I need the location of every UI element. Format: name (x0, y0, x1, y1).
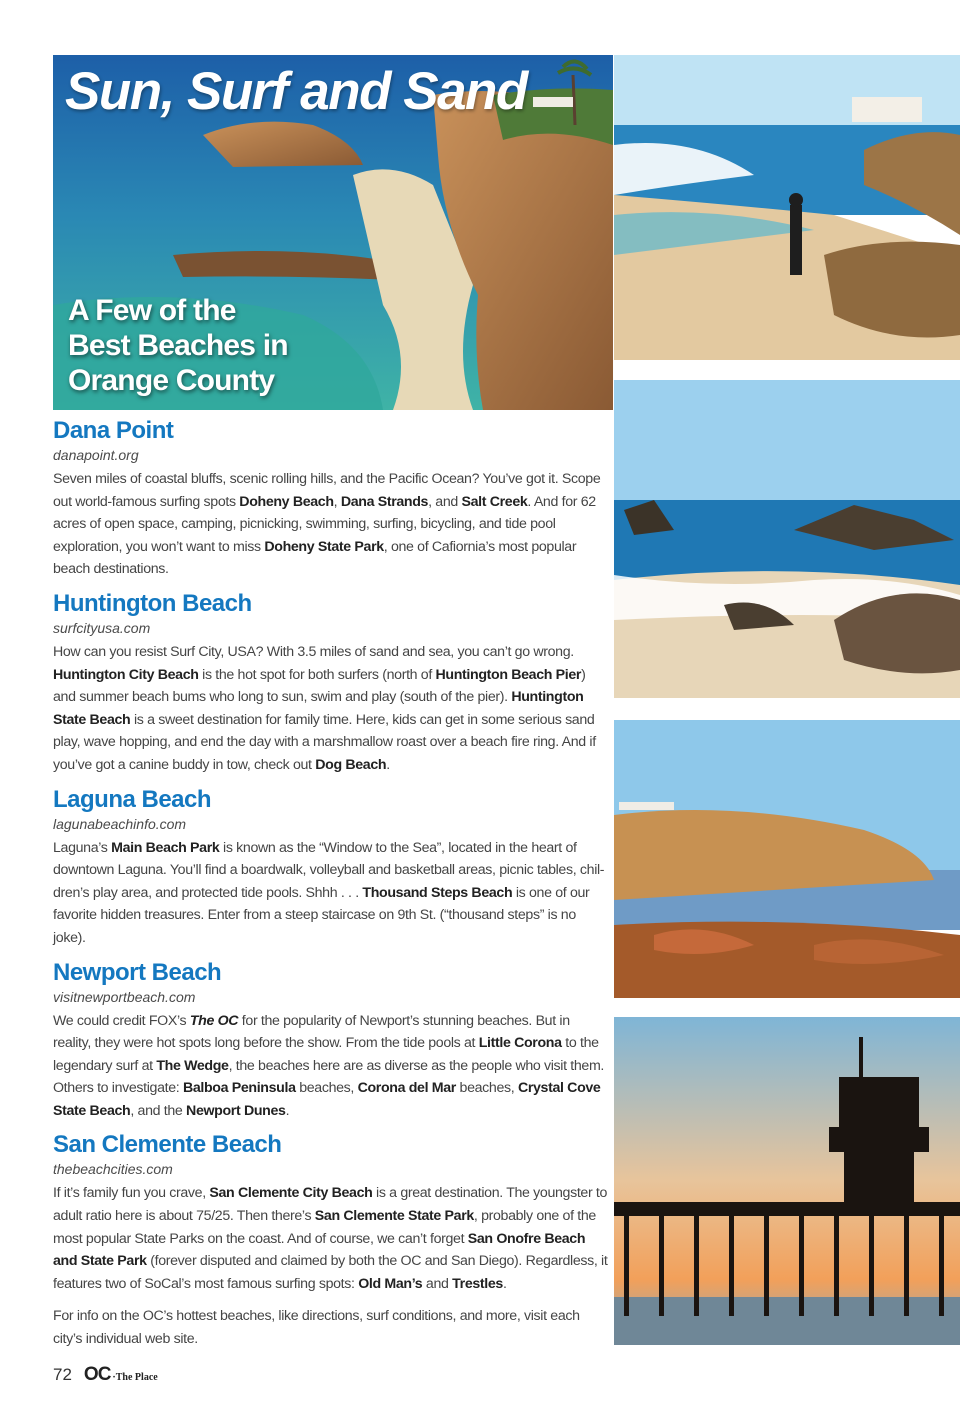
oc-logo-tagline: ·The Place (112, 1372, 158, 1383)
highlighted-place: Trestles (452, 1275, 503, 1292)
highlighted-place: The OC (189, 1012, 239, 1029)
pier-sunset-photo (614, 1017, 960, 1345)
tide-pool-photo (614, 380, 960, 698)
description-text: to the legendary surf at (53, 1035, 599, 1074)
beach-url[interactable]: thebeachcities.com (53, 1161, 173, 1178)
beach-entry (53, 1130, 609, 1295)
beach-title: Huntington Beach (53, 589, 252, 617)
highlighted-place: San Onofre Beach and State Park (53, 1230, 586, 1270)
highlighted-place: Dog Beach (315, 756, 387, 773)
highlighted-place: Main Beach Park (111, 839, 220, 856)
description-text: Laguna’s (53, 839, 112, 856)
beach-entry (53, 958, 609, 1123)
beach-url[interactable]: surfcityusa.com (53, 619, 151, 636)
beach-description (53, 837, 609, 950)
highlighted-place: Old Man’s (358, 1275, 423, 1292)
highlighted-place: The Wedge (156, 1057, 229, 1074)
beach-url[interactable]: visitnewportbeach.com (53, 988, 196, 1005)
beach-entry (53, 416, 609, 581)
description-text: ) and summer beach bums who long to sun, swim and play (south of the pier). (53, 666, 586, 706)
beach-entry (53, 589, 609, 777)
highlighted-place: San Clemente State Park (314, 1208, 474, 1225)
highlighted-place: Huntington City Beach (53, 666, 199, 683)
beach-url[interactable]: lagunabeachinfo.com (53, 815, 187, 832)
subtitle-line: Orange County (68, 364, 275, 397)
highlighted-place: Crystal Cove State Beach (53, 1080, 601, 1119)
description-text: . (285, 1102, 290, 1119)
description-text: Seven miles of coastal bluffs, scenic rolling hills, and the Pacific Ocean? You’ve got it. Scope out world-famous surfing spots (53, 471, 601, 510)
beach-description (53, 468, 609, 581)
description-text: beaches, (295, 1080, 358, 1097)
description-text: is a sweet destination for family time. Here, kids can get in some serious sand play, wave hopping, and end the day with a marshmallow roast over a beach fire ring. And if you’ve got a canine buddy in tow, check out (53, 711, 596, 773)
page-subtitle (68, 293, 338, 398)
closing-note: For info on the OC’s hottest beaches, like directions, surf conditions, and more, visit each city’s individual web site. (53, 1308, 580, 1348)
description-text: is known as the “Window to the Sea”, located in the heart of downtown Laguna. You’ll find a boardwalk, volleyball and basketball areas, picnic tables, chil-dren’s play area, and protected tide pools. Shhh . . . (53, 839, 605, 901)
description-text: , and the (130, 1102, 187, 1119)
beach-entry (53, 785, 609, 950)
highlighted-place: Salt Creek (461, 493, 528, 510)
beach-title: Laguna Beach (53, 785, 212, 813)
highlighted-place: San Clemente City Beach (209, 1185, 373, 1202)
description-text: for the popularity of Newport’s stunning beaches. But in reality, they were hot spots long before the show. From the tide pools at (53, 1012, 570, 1052)
highlighted-place: Thousand Steps Beach (362, 884, 513, 901)
beach-title: Newport Beach (53, 958, 222, 986)
description-text: How can you resist Surf City, USA? With 3.5 miles of sand and sea, you can’t go wrong. (53, 643, 574, 660)
description-text: , (333, 493, 341, 510)
description-text: We could credit FOX’s (53, 1012, 190, 1029)
bluff-photo (614, 720, 960, 998)
highlighted-place: Corona del Mar (357, 1080, 456, 1097)
beach-description (53, 641, 609, 777)
beach-title: Dana Point (53, 417, 174, 444)
highlighted-place: Doheny State Park (264, 538, 384, 555)
highlighted-place: Huntington Beach Pier (435, 666, 582, 683)
description-text: , and (428, 493, 462, 510)
highlighted-place: Balboa Peninsula (182, 1080, 296, 1097)
description-text: is a great destination. The youngster to adult ratio here is about 75/25. Then there’s (53, 1185, 608, 1225)
description-text: (forever disputed and claimed by both the OC and San Diego). Regardless, it features two of SoCal’s most famous surfing spots: (53, 1253, 608, 1292)
description-text: beaches, (455, 1080, 518, 1097)
subtitle-line: Best Beaches in (68, 329, 288, 362)
beach-description (53, 1010, 609, 1123)
description-text: . (386, 756, 390, 773)
beach-title: San Clemente Beach (53, 1131, 282, 1159)
description-text: , one of Cafiornia’s most popular beach destinations. (53, 538, 577, 578)
page-footer (53, 1364, 158, 1386)
highlighted-place: Little Corona (478, 1035, 562, 1052)
highlighted-place: Dana Strands (340, 493, 429, 510)
highlighted-place: Newport Dunes (186, 1102, 286, 1119)
description-text: is the hot spot for both surfers (north of (198, 666, 436, 683)
highlighted-place: Huntington State Beach (53, 689, 584, 728)
description-text: If it’s family fun you crave, (53, 1185, 210, 1202)
beach-description (53, 1182, 609, 1295)
description-text: and (422, 1275, 453, 1292)
description-text: , probably one of the most popular State Parks on the coast. And of course, we can’t forget (53, 1208, 596, 1247)
hero-image (53, 55, 613, 410)
subtitle-line: A Few of the (68, 294, 236, 327)
description-text: is one of our favorite hidden treasures. Enter from a steep staircase on 9th St. (“thousand steps” is no joke). (53, 884, 590, 946)
page-title: Sun, Surf and Sand (65, 62, 527, 121)
highlighted-place: Doheny Beach (239, 493, 334, 510)
description-text: , the beaches here are as diverse as the people who visit them. Others to investigate: (53, 1057, 605, 1097)
oc-logo: OC (83, 1364, 111, 1385)
description-text: . And for 62 acres of open space, camping, picnicking, swimming, surfing, bicycling, and tide pool exploration, you won’t want to miss (53, 493, 596, 555)
page-number: 72 (53, 1365, 72, 1384)
beach-list (53, 416, 609, 1351)
beach-url[interactable]: danapoint.org (53, 447, 139, 463)
surfer-photo (614, 55, 960, 360)
description-text: . (502, 1275, 507, 1292)
